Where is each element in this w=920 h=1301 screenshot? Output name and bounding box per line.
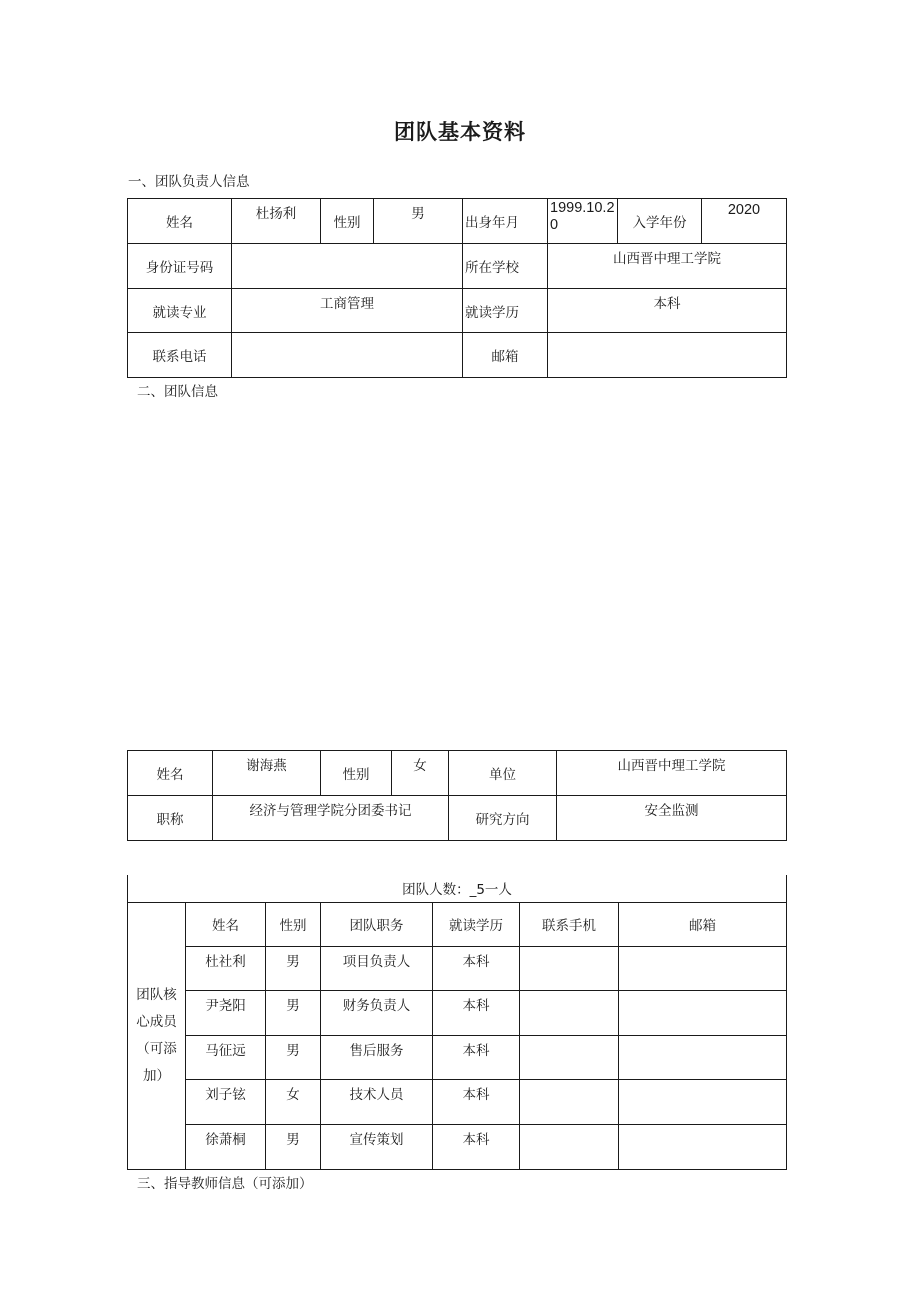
advisor-unit-label: 单位 xyxy=(449,751,557,796)
leader-education-label: 就读学历 xyxy=(463,289,548,333)
member-education: 本科 xyxy=(433,1079,520,1124)
leader-id-value xyxy=(232,244,463,289)
team-table xyxy=(127,875,787,1170)
member-education: 本科 xyxy=(433,946,520,990)
member-gender: 男 xyxy=(266,946,321,990)
advisor-table xyxy=(127,750,787,841)
team-side-line-4: 加） xyxy=(143,1067,170,1084)
leader-email-label: 邮箱 xyxy=(463,333,548,378)
member-gender: 男 xyxy=(266,1035,321,1079)
team-side-line-2: 心成员 xyxy=(136,1013,177,1030)
team-header-gender: 性别 xyxy=(266,902,321,946)
leader-gender-label: 性别 xyxy=(321,199,374,244)
leader-info-table xyxy=(127,198,787,378)
member-email xyxy=(619,1124,787,1169)
leader-major-label: 就读专业 xyxy=(128,289,232,333)
leader-school-label: 所在学校 xyxy=(463,244,548,289)
advisor-name-label: 姓名 xyxy=(128,751,213,796)
member-role: 财务负责人 xyxy=(321,990,433,1035)
section2-heading: 二、团队信息 xyxy=(137,384,218,400)
member-phone xyxy=(520,946,619,990)
member-name: 尹尧阳 xyxy=(186,990,266,1035)
team-header-role: 团队职务 xyxy=(321,902,433,946)
leader-major-value: 工商管理 xyxy=(232,289,463,333)
team-header-education: 就读学历 xyxy=(433,902,520,946)
table-row xyxy=(128,946,787,990)
advisor-research-label: 研究方向 xyxy=(449,796,557,841)
member-phone xyxy=(520,1079,619,1124)
member-name: 徐萧桐 xyxy=(186,1124,266,1169)
member-education: 本科 xyxy=(433,1035,520,1079)
section1-heading: 一、团队负责人信息 xyxy=(128,174,250,190)
page-title: 团队基本资料 xyxy=(394,120,526,144)
leader-dob-value xyxy=(548,199,618,244)
member-role: 售后服务 xyxy=(321,1035,433,1079)
member-role: 项目负责人 xyxy=(321,946,433,990)
leader-school-value: 山西晋中理工学院 xyxy=(548,244,787,289)
leader-enroll-value: 2020 xyxy=(702,199,787,244)
table-row xyxy=(128,1079,787,1124)
leader-email-value xyxy=(548,333,787,378)
member-name: 马征远 xyxy=(186,1035,266,1079)
team-header-email: 邮箱 xyxy=(619,902,787,946)
leader-phone-value xyxy=(232,333,463,378)
leader-name-label: 姓名 xyxy=(128,199,232,244)
leader-gender-value: 男 xyxy=(374,199,463,244)
advisor-title-label: 职称 xyxy=(128,796,213,841)
member-name: 刘子铉 xyxy=(186,1079,266,1124)
advisor-research-value: 安全监测 xyxy=(557,796,787,841)
team-side-line-3: （可添 xyxy=(136,1040,177,1057)
member-name: 杜社利 xyxy=(186,946,266,990)
advisor-name-value: 谢海燕 xyxy=(213,751,321,796)
member-phone xyxy=(520,1124,619,1169)
member-role: 技术人员 xyxy=(321,1079,433,1124)
member-education: 本科 xyxy=(433,1124,520,1169)
member-education: 本科 xyxy=(433,990,520,1035)
member-email xyxy=(619,1035,787,1079)
member-phone xyxy=(520,990,619,1035)
member-phone xyxy=(520,1035,619,1079)
leader-education-value: 本科 xyxy=(548,289,787,333)
advisor-gender-value: 女 xyxy=(392,751,449,796)
advisor-title-value: 经济与管理学院分团委书记 xyxy=(213,796,449,841)
member-gender: 男 xyxy=(266,990,321,1035)
member-email xyxy=(619,990,787,1035)
advisor-unit-value: 山西晋中理工学院 xyxy=(557,751,787,796)
member-email xyxy=(619,946,787,990)
section3-heading: 三、指导教师信息（可添加） xyxy=(137,1176,313,1192)
leader-id-label: 身份证号码 xyxy=(128,244,232,289)
leader-dob-label: 出身年月 xyxy=(463,199,548,244)
leader-enroll-label: 入学年份 xyxy=(618,199,702,244)
team-header-name: 姓名 xyxy=(186,902,266,946)
team-header-phone: 联系手机 xyxy=(520,902,619,946)
leader-dob-text: 1999.10.20 xyxy=(550,200,615,233)
member-gender: 男 xyxy=(266,1124,321,1169)
member-gender: 女 xyxy=(266,1079,321,1124)
leader-phone-label: 联系电话 xyxy=(128,333,232,378)
table-row xyxy=(128,1124,787,1169)
table-row xyxy=(128,1035,787,1079)
team-count: 团队人数：_5一人 xyxy=(128,875,787,902)
member-role: 宣传策划 xyxy=(321,1124,433,1169)
member-email xyxy=(619,1079,787,1124)
team-side-line-1: 团队核 xyxy=(136,986,177,1003)
advisor-gender-label: 性别 xyxy=(321,751,392,796)
table-row xyxy=(128,990,787,1035)
leader-name-value: 杜扬利 xyxy=(232,199,321,244)
team-side-label xyxy=(128,902,186,1169)
